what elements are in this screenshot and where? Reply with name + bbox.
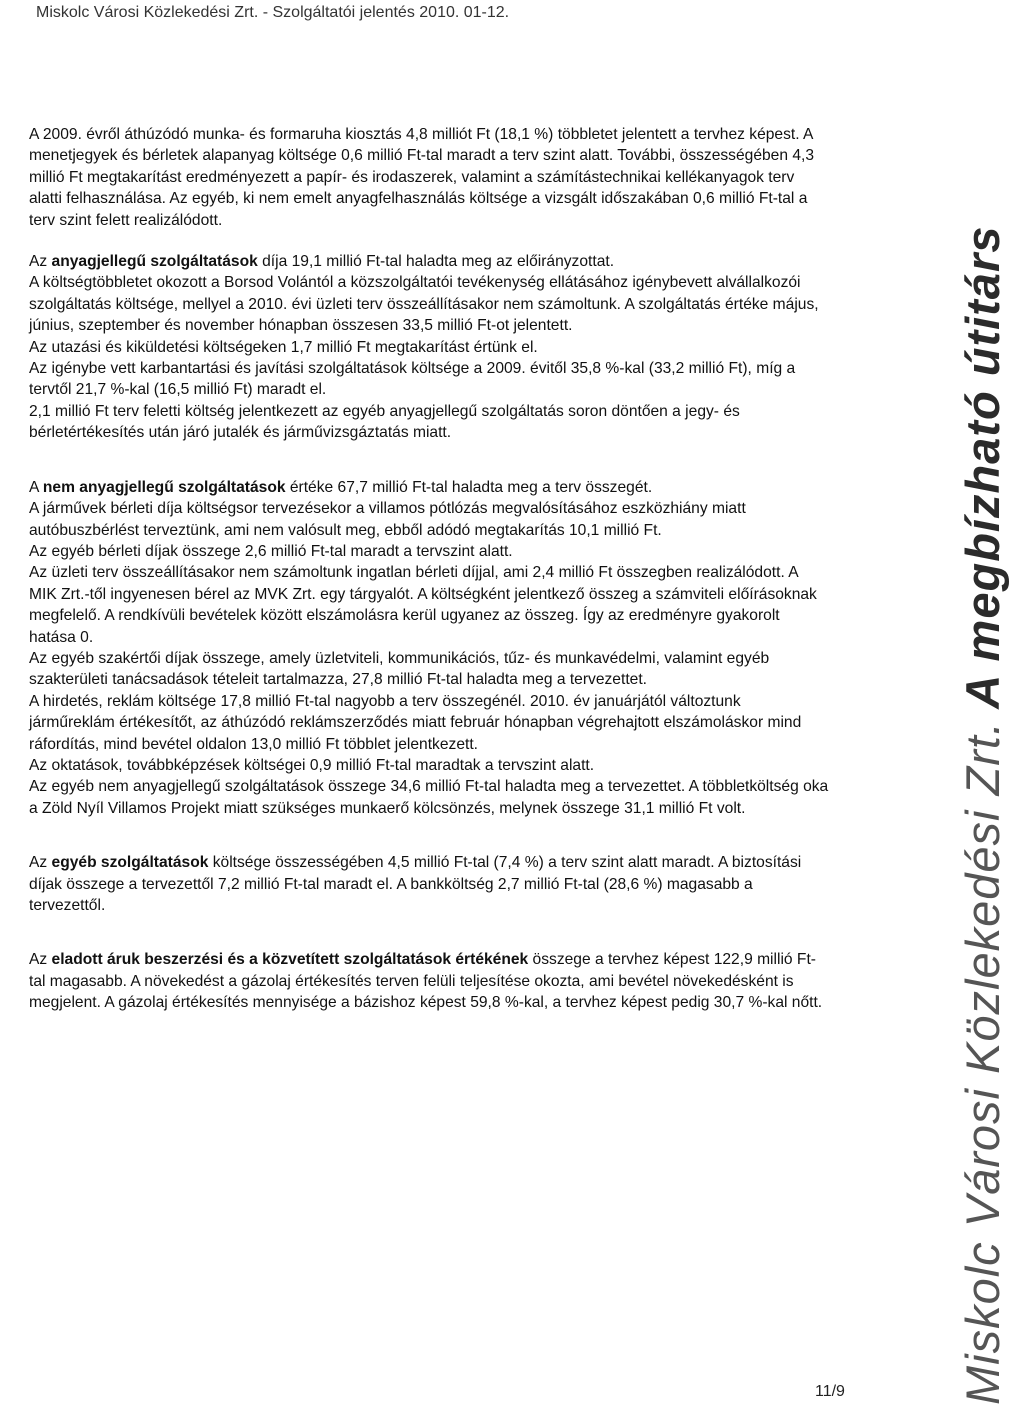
paragraph-vehicle-rental: A járművek bérleti díja költségsor tervezésekor a villamos pótlózás megvalósításához eszközhiány miatt autóbuszbérlést terveztünk, ami nem valósult meg, ebből adódó megtakarítás 10,1 millió Ft. (29, 500, 746, 539)
paragraph-other-non-material: Az egyéb nem anyagjellegű szolgáltatások összege 34,6 millió Ft-tal haladta meg a tervezettet. A többletköltség oka a Zöld Nyíl Villamos Projekt miatt szükséges munkaerő kölcsönzés, melynek összege 31,1 millió Ft volt. (29, 778, 829, 817)
side-banner (955, 225, 1010, 1405)
heading-non-material-services: nem anyagjellegű szolgáltatások (42, 478, 286, 496)
paragraph-advertising: A hirdetés, reklám költsége 17,8 millió Ft-tal nagyobb a terv összegénél. 2010. év januárjától változtunk járműreklám értékesítőt, az áthúzódó reklámszerződés miatt február hónapban végrehajtott elszámoláskor mind ráfordítás, mind bevétel oldalon 13,0 millió Ft többlet jelentkezett. (29, 692, 802, 753)
heading-goods-sold: eladott áruk beszerzési és a közvetített szolgáltatások értékének (51, 951, 529, 969)
paragraph-training: Az oktatások, továbbképzések költségei 0,9 millió Ft-tal maradtak a tervszint alatt. (29, 756, 595, 774)
paragraph-property-rental: Az üzleti terv összeállításakor nem számoltunk ingatlan bérleti díjjal, ami 2,4 millió Ft összegben realizálódott. A MIK Zrt.-től ingyenesen bérel az MVK Zrt. egy tárgyalót. A költségként jelentkező összeg a számviteli előírásoknak megfelelő. A rendkívüli bevételek között elszámolásra kerül ugyanez az összeg. Így az eredményre gyakorolt hatása 0. (29, 564, 817, 646)
side-banner-slogan: A megbízható útitárs (956, 225, 1009, 722)
paragraph-non-material-intro: A nem anyagjellegű szolgáltatások értéke 67,7 millió Ft-tal haladta meg a terv összegét. (29, 478, 653, 496)
paragraph-maintenance: Az igénybe vett karbantartási és javítási szolgáltatások költsége a 2009. évitől 35,8 %-kal (33,2 millió Ft), míg a tervtől 21,7 %-kal (16,5 millió Ft) maradt el. (29, 360, 796, 399)
heading-other-services: egyéb szolgáltatások (51, 854, 209, 872)
document-header: Miskolc Városi Közlekedési Zrt. - Szolgáltatói jelentés 2010. 01-12. (36, 4, 510, 21)
paragraph-subcontractor: A költségtöbbletet okozott a Borsod Volántól a közszolgáltatói tevékenység ellátásához igénybevett alvállalkozói szolgáltatás költsége, mellyel a 2010. évi üzleti terv összeállításakor nem számoltunk. A szolgáltatás értéke május, június, szeptember és november hónapban összesen 33,5 millió Ft-ot jelentett. (29, 274, 819, 335)
paragraph-travel: Az utazási és kiküldetési költségeken 1,7 millió Ft megtakarítást értünk el. (29, 338, 538, 356)
paragraph-material-costs: A 2009. évről áthúzódó munka- és formaruha kiosztás 4,8 milliót Ft (18,1 %) többletet jelentett a tervhez képest. A menetjegyek és bérletek alapanyag költsége 0,6 millió Ft-tal maradt a terv szint alatt. További, összességében 4,3 millió Ft megtakarítást eredményezett a papír- és irodaszerek, valamint a számítástechnikai kellékanyagok terv alatti felhasználása. Az egyéb, ki nem emelt anyagfelhasználás költsége a vizsgált időszakában 0,6 millió Ft-tal a terv szint felett realizálódott. (29, 126, 815, 229)
paragraph-other-rental: Az egyéb bérleti díjak összege 2,6 millió Ft-tal maradt a tervszint alatt. (29, 542, 513, 560)
document-body (29, 124, 829, 1014)
paragraph-material-services-intro: Az anyagjellegű szolgáltatások díja 19,1 millió Ft-tal haladta meg az előirányzottat. (29, 253, 615, 271)
side-banner-company: Miskolc Városi Közlekedési Zrt. (956, 721, 1009, 1405)
paragraph-expert-fees: Az egyéb szakértői díjak összege, amely üzletviteli, kommunikációs, tűz- és munkavédelmi, valamint egyéb szakterületi tanácsadások tételeit tartalmazza, 27,8 millió Ft-tal haladta meg a tervezettet. (29, 649, 770, 689)
heading-material-services: anyagjellegű szolgáltatások (51, 253, 258, 271)
paragraph-goods-sold: Az eladott áruk beszerzési és a közvetített szolgáltatások értékének összege a tervhez képest 122,9 millió Ft-tal magasabb. A növekedést a gázolaj értékesítés terven felüli teljesítése okozta, ami bevétel növekedésként is megjelent. A gázolaj értékesítés mennyisége a bázishoz képest 59,8 %-kal, a tervhez képest pedig 30,7 %-kal nőtt. (29, 951, 823, 1012)
paragraph-other-services: Az egyéb szolgáltatások költsége összességében 4,5 millió Ft-tal (7,4 %) a terv szint alatt maradt. A biztosítási díjak összege a tervezettől 7,2 millió Ft-tal maradt el. A bankköltség 2,7 millió Ft-tal (28,6 %) magasabb a tervezettől. (29, 854, 802, 914)
page-number: 11/9 (815, 1383, 845, 1400)
paragraph-other-material-services: 2,1 millió Ft terv feletti költség jelentkezett az egyéb anyagjellegű szolgáltatás soron döntően a jegy- és bérletértékesítés után járó jutalék és járművizsgáztatás miatt. (29, 402, 740, 442)
